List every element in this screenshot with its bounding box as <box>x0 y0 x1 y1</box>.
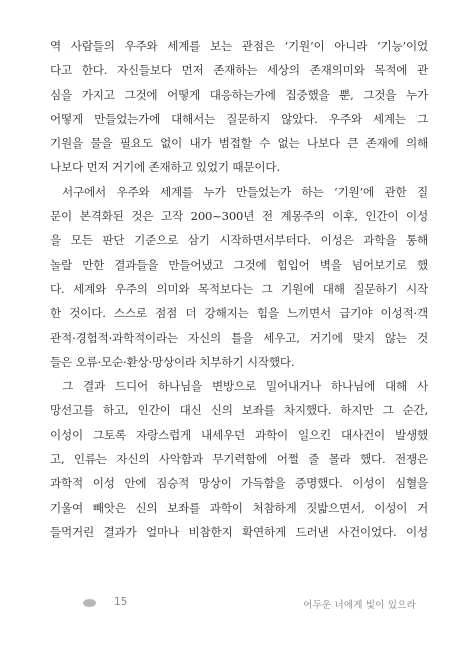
text-line: 망선고를 하고, 인간이 대신 신의 보좌를 차지했다. 하지만 그 순간, <box>50 403 428 418</box>
page-footer <box>0 594 470 614</box>
text-line: 다고 한다. 자신들보다 먼저 존재하는 세상의 존재의미와 목적에 관 <box>50 63 428 78</box>
text-line: 기울여 빼앗은 신의 보좌를 과학이 처참하게 짓밟으면서, 이성이 거 <box>50 500 428 515</box>
text-line: 다. 세계와 우주의 의미와 목적보다는 그 기원에 대해 질문하기 시작 <box>50 281 428 296</box>
text-line: 이성이 그토록 자랑스럽게 내세우던 과학이 일으킨 대사건이 발생했 <box>50 427 428 442</box>
text-line: 놀랄 만한 결과들을 만들어냈고 그것에 힘입어 벽을 넘어보기로 했 <box>50 257 428 272</box>
text-line: 서구에서 우주와 세계를 누가 만들었는가 하는 ‘기원’에 관한 질 <box>62 184 428 199</box>
text-line: 을 모든 판단 기준으로 삼기 시작하면서부터다. 이성은 과학을 통해 <box>50 233 428 248</box>
page-number-ornament-icon <box>83 599 96 607</box>
text-line: 들은 오류·모순·환상·망상이라 치부하기 시작했다. <box>50 354 295 369</box>
text-line: 문이 본격화된 것은 고작 200~300년 전 계몽주의 이후, 인간이 이성 <box>50 209 428 224</box>
running-title: 어두운 너에게 빛이 있으라 <box>303 600 416 611</box>
text-line: 어떻게 만들었는가에 대해서는 질문하지 않았다. 우주와 세계는 그 <box>50 111 428 126</box>
text-line: 고, 인류는 자신의 사악함과 무기력함에 어쩔 줄 몰라 했다. 전쟁은 <box>50 452 428 467</box>
text-line: 과학적 이성 안에 짐승적 망상이 가득함을 증명했다. 이성이 심혈을 <box>50 476 428 491</box>
text-line: 기원을 물을 필요도 없이 내가 범접할 수 없는 나보다 큰 존재에 의해 <box>50 136 428 151</box>
text-line: 역 사람들의 우주와 세계를 보는 관점은 ‘기원’이 아니라 ‘기능’이었 <box>50 39 428 53</box>
paragraph <box>50 34 428 180</box>
text-line: 관적·경험적·과학적이라는 자신의 틀을 세우고, 거기에 맞지 않는 것 <box>50 330 428 345</box>
text-line: 그 결과 드디어 하나님을 변방으로 밀어내거나 하나님에 대해 사 <box>62 379 428 394</box>
text-line: 들먹거린 결과가 얼마나 비참한지 확연하게 드러낸 사건이었다. 이성 <box>50 524 428 539</box>
body-text <box>50 34 428 544</box>
paragraph <box>50 180 428 374</box>
page-number: 15 <box>114 596 128 608</box>
text-line: 심을 가지고 그것에 어떻게 대응하는가에 집중했을 뿐, 그것을 누가 <box>50 87 428 102</box>
text-line: 한 것이다. 스스로 점점 더 강해지는 힘을 느끼면서 급기야 이성적·객 <box>50 306 428 321</box>
paragraph <box>50 374 428 544</box>
text-line: 나보다 먼저 거기에 존재하고 있었기 때문이다. <box>50 160 280 175</box>
